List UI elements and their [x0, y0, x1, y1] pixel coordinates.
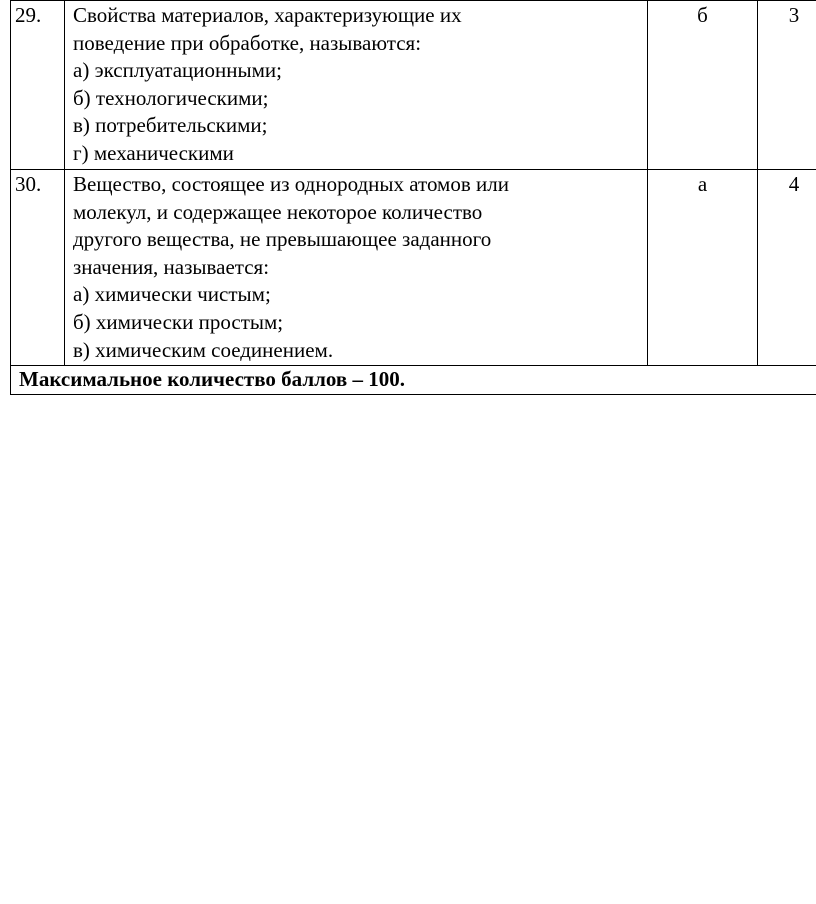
- question-points: 4: [758, 170, 816, 366]
- question-line: поведение при обработке, называются:: [73, 30, 422, 55]
- table-footer-row: [11, 366, 816, 395]
- question-line: Свойства материалов, характеризующие их: [73, 3, 462, 27]
- question-number: 29.: [11, 1, 65, 170]
- answer-option: а) химически чистым;: [73, 282, 271, 307]
- question-number: 30.: [11, 170, 65, 366]
- question-text: [65, 1, 648, 170]
- max-score-text: Максимальное количество баллов – 100.: [11, 366, 816, 395]
- table-row: [11, 170, 816, 366]
- answer-option: б) технологическими;: [73, 85, 269, 110]
- question-line: молекул, и содержащее некоторое количество: [73, 199, 483, 224]
- answer-option: в) потребительскими;: [73, 113, 268, 138]
- question-line: Вещество, состоящее из однородных атомов или: [73, 172, 509, 196]
- questions-table: [10, 0, 816, 395]
- question-line: другого вещества, не превышающее заданного: [73, 227, 492, 252]
- correct-answer: а: [648, 170, 758, 366]
- answer-option: в) химическим соединением.: [73, 337, 334, 362]
- table-row: [11, 1, 816, 170]
- answer-option: а) эксплуатационными;: [73, 58, 282, 83]
- correct-answer: б: [648, 1, 758, 170]
- question-line: значения, называется:: [73, 254, 270, 279]
- question-points: 3: [758, 1, 816, 170]
- question-text: [65, 170, 648, 366]
- answer-option: б) химически простым;: [73, 309, 284, 334]
- answer-option: г) механическими: [73, 140, 234, 165]
